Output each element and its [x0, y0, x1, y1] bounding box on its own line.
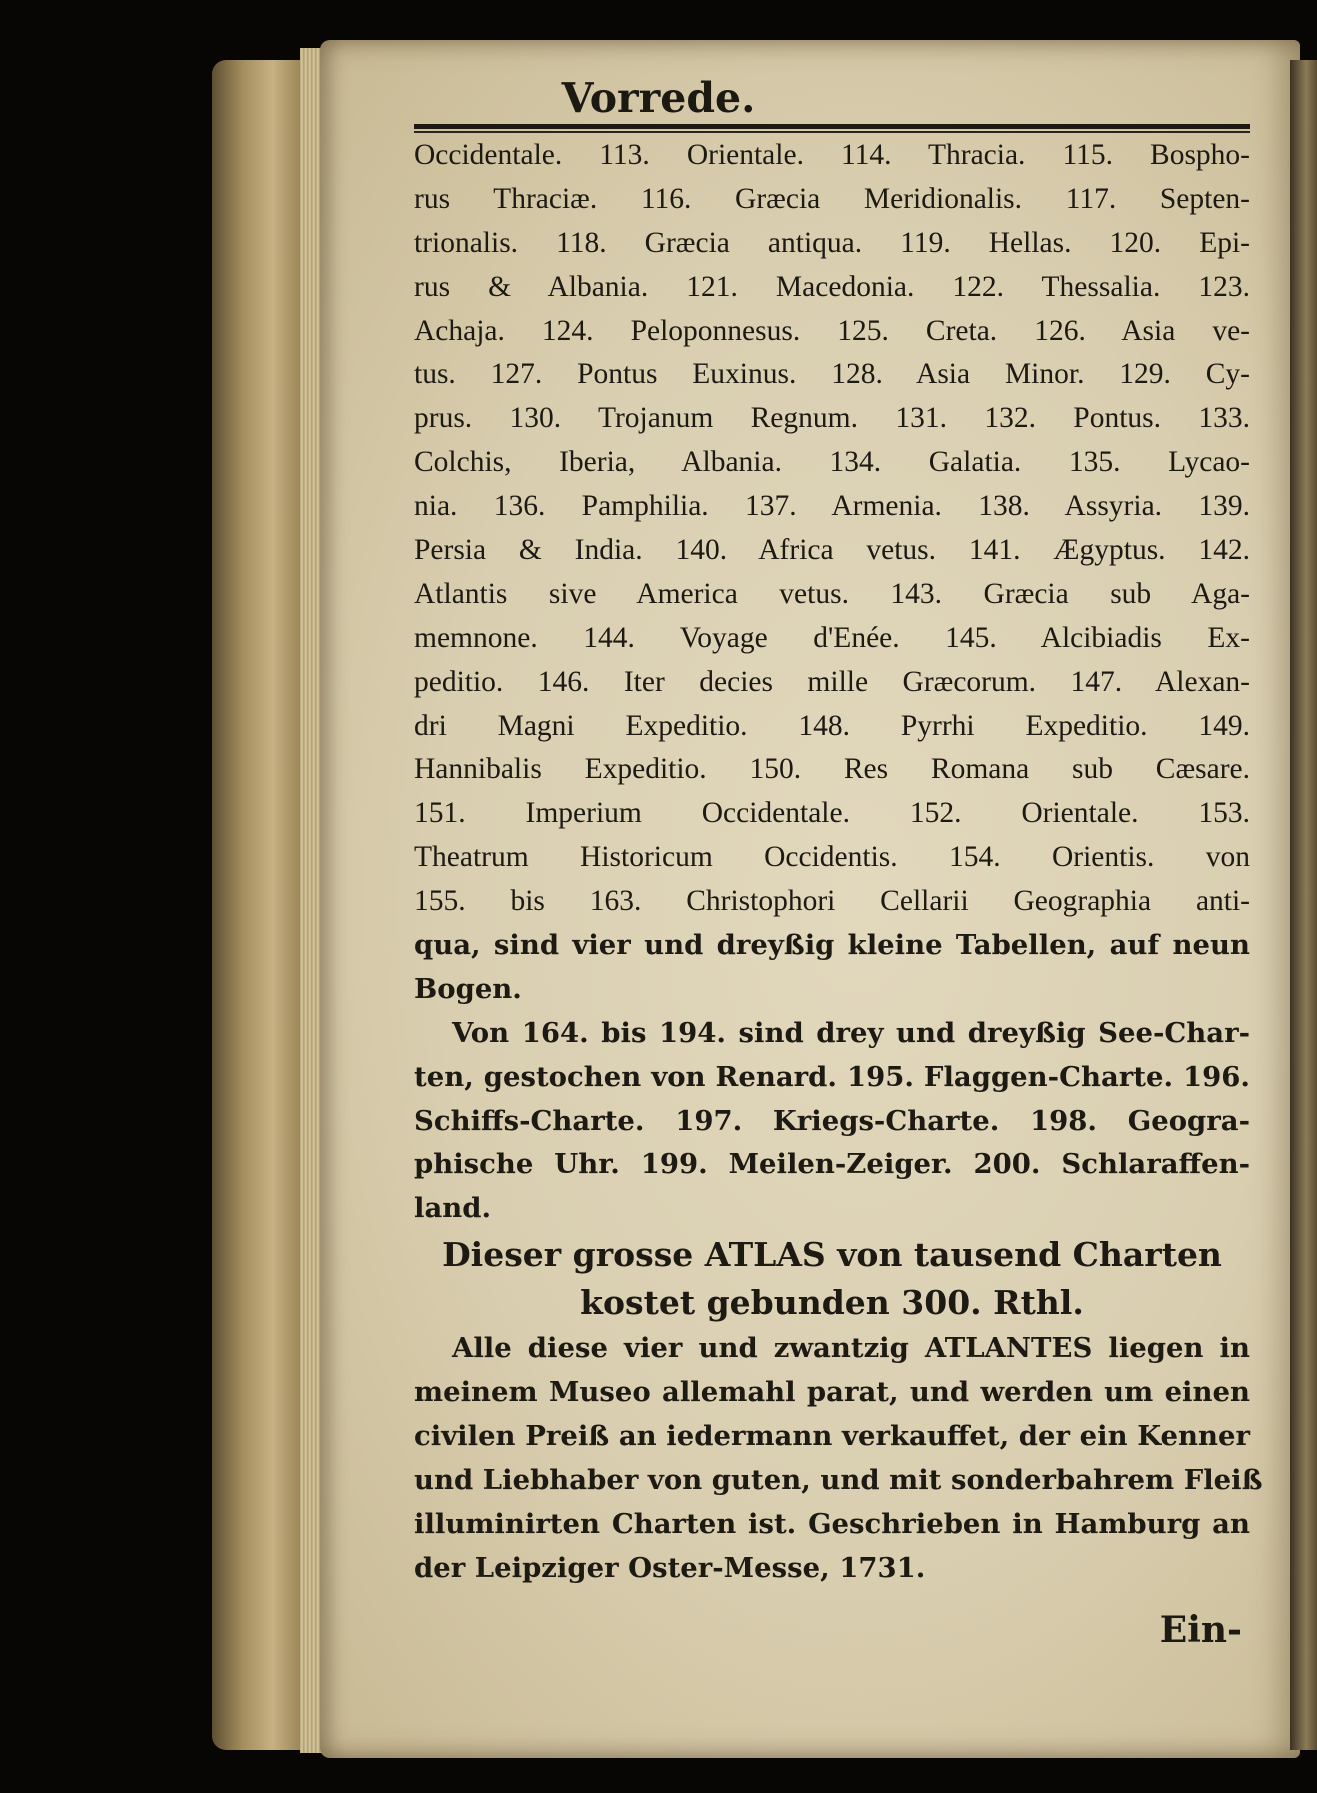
text-line: rus & Albania. 121. Macedonia. 122. Thessalia. 123. [414, 270, 1250, 303]
header-rule-thin [414, 131, 1250, 133]
text-line: phische Uhr. 199. Meilen-Zeiger. 200. Schlaraffen- [414, 1148, 1250, 1181]
section-heading: kostet gebunden 300. Rthl. [580, 1283, 1084, 1323]
text-line: der Leipziger Oster-Messe, 1731. [414, 1551, 926, 1584]
text-line: Hannibalis Expeditio. 150. Res Romana sub Cæsare. [414, 753, 1250, 786]
text-line: ten, gestochen von Renard. 195. Flaggen-Charte. 196. [414, 1060, 1250, 1093]
text-line: Colchis, Iberia, Albania. 134. Galatia. 135. Lycao- [414, 446, 1250, 479]
section-heading: Dieser grosse ATLAS von tausend Charten [442, 1235, 1222, 1275]
book-gutter [1290, 60, 1317, 1750]
text-line: memnone. 144. Voyage d'Enée. 145. Alcibiadis Ex- [414, 621, 1250, 654]
text-line: qua, sind vier und dreyßig kleine Tabellen, auf neun [414, 929, 1250, 962]
text-line: Atlantis sive America vetus. 143. Græcia sub Aga- [414, 577, 1250, 610]
text-line: Theatrum Historicum Occidentis. 154. Orientis. von [414, 841, 1250, 874]
text-line: prus. 130. Trojanum Regnum. 131. 132. Pontus. 133. [414, 402, 1250, 435]
text-line: tus. 127. Pontus Euxinus. 128. Asia Minor. 129. Cy- [414, 358, 1250, 391]
text-line: peditio. 146. Iter decies mille Græcorum. 147. Alexan- [414, 665, 1250, 698]
text-line: Achaja. 124. Peloponnesus. 125. Creta. 126. Asia ve- [414, 314, 1250, 347]
text-line: illuminirten Charten ist. Geschrieben in Hamburg an [414, 1507, 1250, 1540]
text-line: civilen Preiß an iedermann verkauffet, der ein Kenner [414, 1420, 1250, 1453]
text-line: Von 164. bis 194. sind drey und dreyßig See-Char- [452, 1016, 1250, 1049]
catchword: Ein- [1159, 1608, 1242, 1651]
text-line: land. [414, 1192, 492, 1225]
text-block [414, 134, 1263, 1651]
text-line: dri Magni Expeditio. 148. Pyrrhi Expeditio. 149. [414, 709, 1250, 742]
text-line: Alle diese vier und zwantzig ATLANTES liegen in [452, 1332, 1250, 1365]
text-line: nia. 136. Pamphilia. 137. Armenia. 138. Assyria. 139. [414, 490, 1250, 523]
text-line: Bogen. [414, 972, 522, 1005]
text-line: und Liebhaber von guten, und mit sonderbahrem Fleiß [414, 1463, 1263, 1496]
text-line: Persia & India. 140. Africa vetus. 141. Ægyptus. 142. [414, 534, 1250, 567]
text-line: Schiffs-Charte. 197. Kriegs-Charte. 198. Geogra- [414, 1104, 1250, 1137]
running-header: Vorrede. [561, 74, 756, 122]
header-rule [414, 124, 1250, 129]
text-line: trionalis. 118. Græcia antiqua. 119. Hellas. 120. Epi- [414, 226, 1250, 259]
text-line: meinem Museo allemahl parat, und werden um einen [414, 1376, 1250, 1409]
text-line: 155. bis 163. Christophori Cellarii Geographia anti- [414, 885, 1250, 918]
text-line: rus Thraciæ. 116. Græcia Meridionalis. 117. Septen- [414, 182, 1250, 215]
text-line: 151. Imperium Occidentale. 152. Orientale. 153. [414, 797, 1250, 830]
text-line: Occidentale. 113. Orientale. 114. Thracia. 115. Bosphо- [414, 139, 1250, 171]
